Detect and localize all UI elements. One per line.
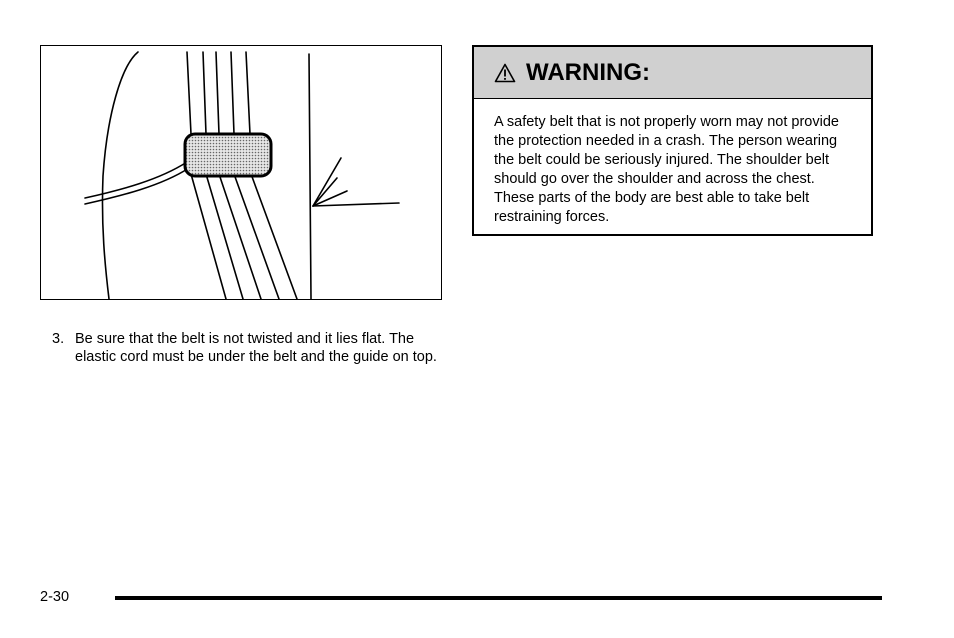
warning-triangle-icon (494, 63, 516, 83)
warning-box (472, 45, 873, 236)
shoulder-belt-guide-icon (41, 46, 441, 299)
step-number: 3. (52, 331, 65, 347)
belt-guide-illustration (40, 45, 442, 300)
warning-body: A safety belt that is not properly worn may not provide the protection needed in a crash. The person wearing the belt could be seriously injured. The shoulder belt should go over the shoulder and across the chest. These parts of the body are best able to take belt restraining forces. (494, 114, 839, 225)
page-number: 2-30 (40, 589, 70, 605)
belt-guide-icon (185, 134, 271, 176)
instruction-step (52, 330, 442, 366)
step-text: Be sure that the belt is not twisted and it lies flat. The elastic cord must be under the belt and the guide on top. (75, 331, 437, 365)
footer-rule (115, 596, 882, 600)
warning-title: WARNING: (526, 58, 650, 86)
warning-header (474, 47, 871, 99)
